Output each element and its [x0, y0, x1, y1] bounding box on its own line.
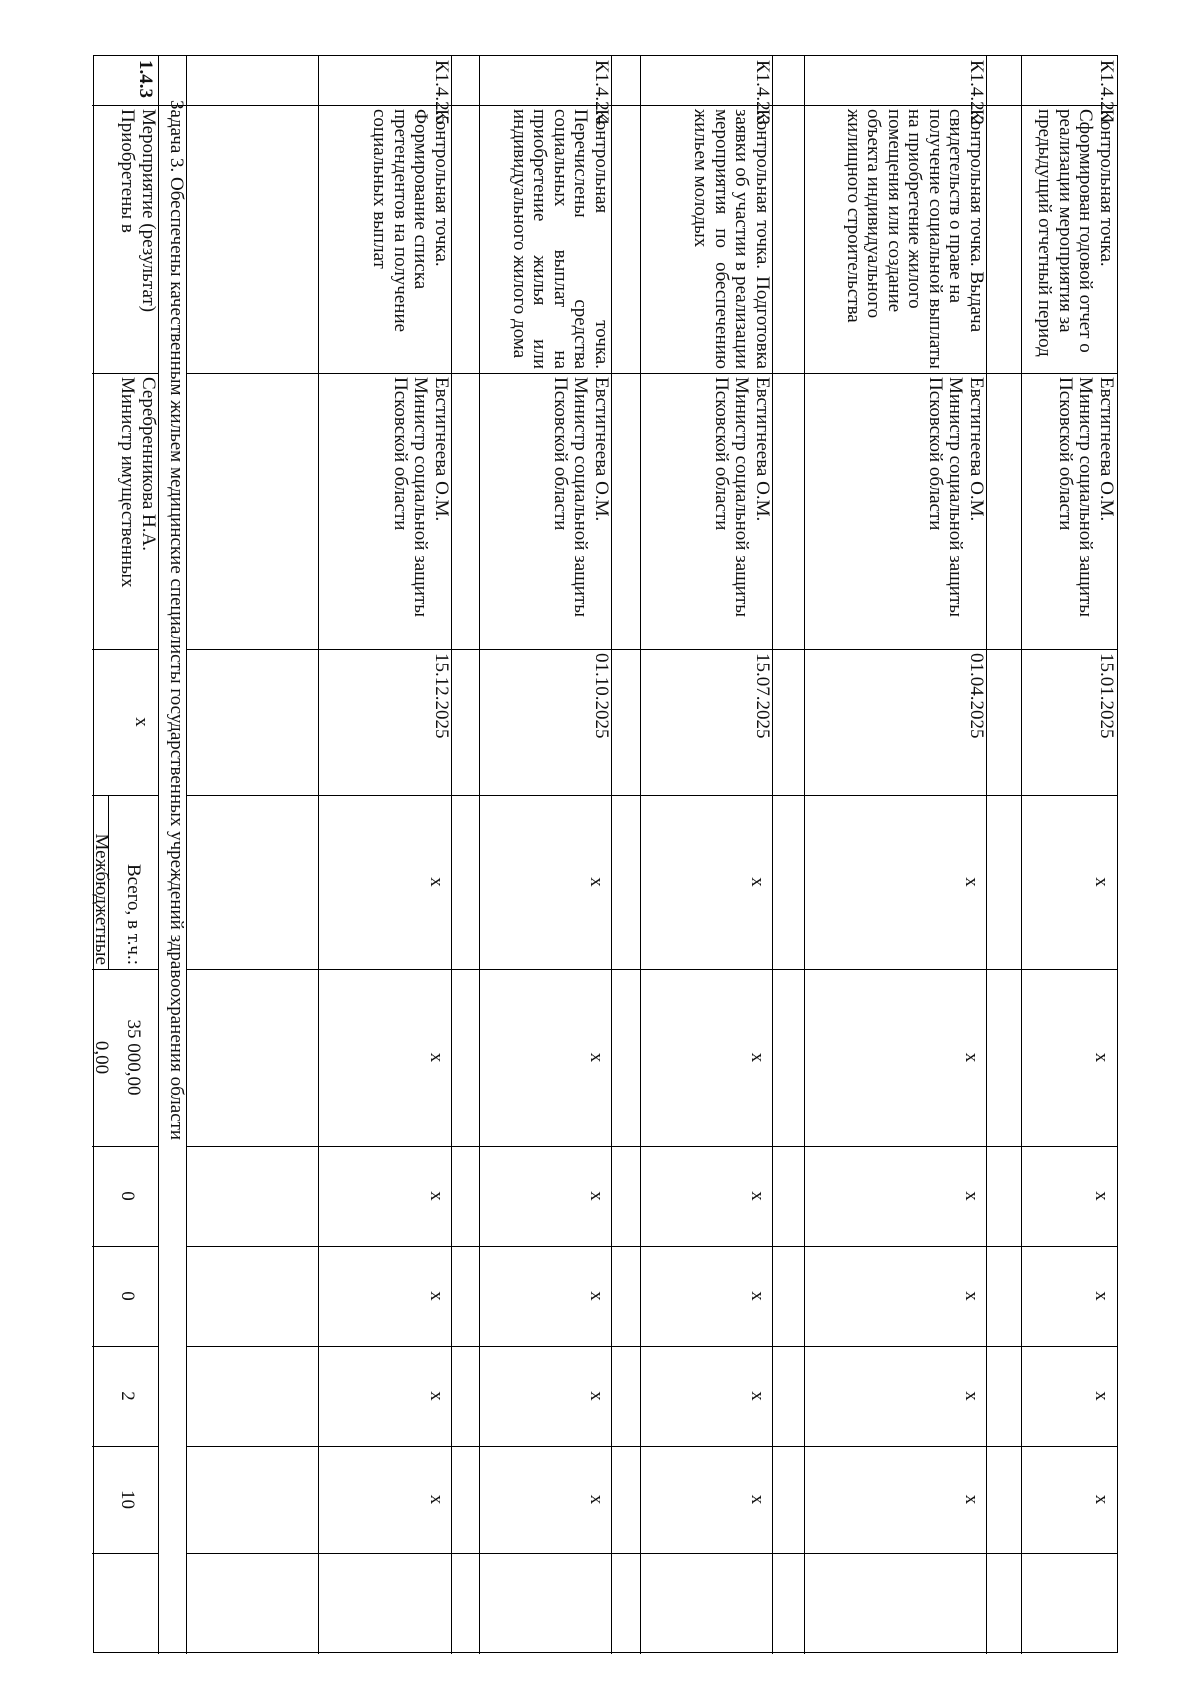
row-5-code: К1.4.2.5 [431, 60, 452, 125]
row-4-col10: x [586, 1391, 607, 1401]
measure-col10: 2 [117, 1391, 138, 1401]
row-3-description: Контрольная точка. Подготовка заявки об участии в реализации мероприятия по обеспечению жильем молодых [690, 109, 773, 369]
measure-responsible: Серебренникова Н.А. Министр имущественных [117, 377, 159, 588]
row-2-col7: x [961, 1052, 982, 1063]
row-3-col10: x [747, 1391, 768, 1401]
measure-date: x [131, 717, 152, 727]
row-3-col8: x [747, 1191, 768, 1201]
measure-col8: 0 [117, 1191, 138, 1201]
row-5-col7: x [426, 1052, 447, 1063]
row-4-col6: x [586, 877, 607, 887]
row-1-col9: x [1091, 1291, 1112, 1301]
row-1-code: К1.4.2.1 [1096, 60, 1117, 125]
measure-col11: 10 [117, 1490, 138, 1509]
row-3-col6: x [747, 877, 768, 887]
row-2-col9: x [961, 1291, 982, 1301]
row-1-col6: x [1091, 877, 1112, 887]
row-3-date: 15.07.2025 [752, 653, 773, 739]
row-1-date: 15.01.2025 [1096, 653, 1117, 739]
row-2-code: К1.4.2.2 [966, 60, 987, 125]
measure-fin-value-transfers: 0,00 [91, 1040, 112, 1075]
row-5-col11: x [426, 1494, 447, 1505]
row-2-responsible: Евстигнеева О.М. Министр социальной защиты Псковской области [925, 377, 987, 618]
row-5-col10: x [426, 1391, 447, 1401]
task-row: Задача 3. Обеспечены качественным жильем медицинские специалисты государственных учреждений здравоохранения области [166, 100, 187, 1141]
row-1-col8: x [1091, 1191, 1112, 1201]
row-1-responsible: Евстигнеева О.М. Министр социальной защиты Псковской области [1055, 377, 1117, 618]
row-4-col11: x [586, 1494, 607, 1505]
row-3-col11: x [747, 1494, 768, 1505]
row-3-col7: x [747, 1052, 768, 1063]
row-5-col9: x [426, 1291, 447, 1301]
row-4-col9: x [586, 1291, 607, 1301]
row-5-description: Контрольная точка. Формирование списка претендентов на получение социальных выплат [369, 109, 452, 333]
measure-fin-label-transfers: Межбюджетные [91, 833, 112, 965]
row-2-description: Контрольная точка. Выдача свидетельств о праве на получение социальной выплаты на приобретение жилого помещения или создание объекта индивидуального жилищного строительства [843, 109, 987, 369]
measure-code: 1.4.3 [135, 60, 156, 98]
row-2-col10: x [961, 1391, 982, 1401]
plan-table [93, 55, 1118, 1653]
row-2-col6: x [961, 877, 982, 887]
row-1-col10: x [1091, 1391, 1112, 1401]
row-4-responsible: Евстигнеева О.М. Министр социальной защиты Псковской области [550, 377, 612, 618]
row-5-date: 15.12.2025 [431, 653, 452, 739]
row-3-responsible: Евстигнеева О.М. Министр социальной защиты Псковской области [711, 377, 773, 618]
row-3-code: К1.4.2.3 [752, 60, 773, 125]
row-2-date: 01.04.2025 [966, 653, 987, 739]
row-4-col8: x [586, 1191, 607, 1201]
row-4-col7: x [586, 1052, 607, 1063]
measure-fin-value-total: 35 000,00 [123, 1019, 144, 1096]
measure-title: Мероприятие (результат) Приобретены в [117, 109, 159, 313]
row-1-col7: x [1091, 1052, 1112, 1063]
row-2-col11: x [961, 1494, 982, 1505]
row-5-responsible: Евстигнеева О.М. Министр социальной защиты Псковской области [390, 377, 452, 618]
row-3-col9: x [747, 1291, 768, 1301]
measure-fin-label-total: Всего, в т.ч.: [123, 863, 144, 965]
row-5-col8: x [426, 1191, 447, 1201]
row-4-description: Контрольная точка. Перечислены средства социальных выплат на приобретение жилья или индивидуального жилого дома [509, 109, 612, 369]
row-4-date: 01.10.2025 [591, 653, 612, 739]
row-5-col6: x [426, 877, 447, 887]
row-1-description: Контрольная точка. Сформирован годовой отчет о реализации мероприятия за предыдущий отчетный период [1034, 109, 1117, 357]
row-2-col8: x [961, 1191, 982, 1201]
row-4-code: К1.4.2.4 [591, 60, 612, 125]
measure-col9: 0 [117, 1291, 138, 1301]
row-1-col11: x [1091, 1494, 1112, 1505]
